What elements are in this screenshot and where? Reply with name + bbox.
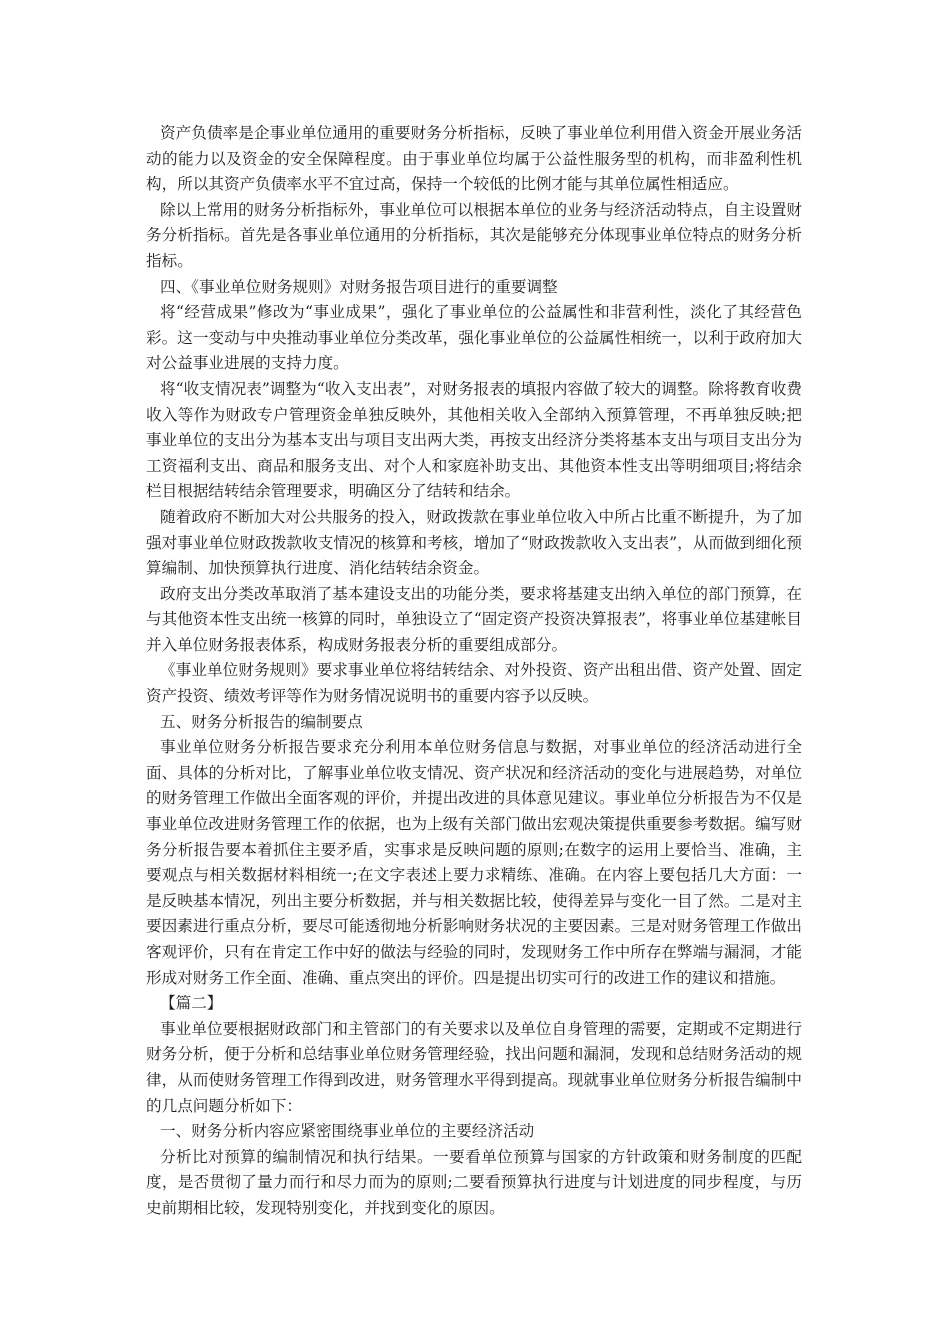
paragraph-business-results: 将“经营成果”修改为“事业成果”，强化了事业单位的公益属性和非营利性，淡化了其经营色彩。这一变动与中央推动事业单位分类改革，强化事业单位的公益属性相统一，以利于政府加大对公益事业进展的支持力度。 (146, 303, 802, 373)
document-page (146, 121, 802, 1222)
paragraph-capital-investment: 政府支出分类改革取消了基本建设支出的功能分类，要求将基建支出纳入单位的部门预算，在与其他资本性支出统一核算的同时，单独设立了“固定资产投资决算报表”，将事业单位基建帐目并入单位财务报表体系，构成财务报表分析的重要组成部分。 (146, 584, 802, 654)
paragraph-report-key-points: 事业单位财务分析报告要求充分利用本单位财务信息与数据，对事业单位的经济活动进行全面、具体的分析对比，了解事业单位收支情况、资产状况和经济活动的变化与进展趋势，对单位的财务管理工作做出全面客观的评价，并提出改进的具体意见建议。事业单位分析报告为不仅是事业单位改进财务管理工作的依据，也为上级有关部门做出宏观决策提供重要参考数据。编写财务分析报告要本着抓住主要矛盾，实事求是反映问题的原则;在数字的运用上要恰当、准确，主要观点与相关数据材料相统一;在文字表述上要力求精练、准确。在内容上要包括几大方面：一是反映基本情况，列出主要分析数据，并与相关数据比较，使得差异与变化一目了然。二是对主要因素进行重点分析，要尽可能透彻地分析影响财务状况的主要因素。三是对财务管理工作做出客观评价，只有在肯定工作中好的做法与经验的同时，发现财务工作中所存在弊端与漏洞，才能形成对财务工作全面、准确、重点突出的评价。四是提出切实可行的改进工作的建议和措施。 (146, 738, 802, 987)
paragraph-part-two-intro: 事业单位要根据财政部门和主管部门的有关要求以及单位自身管理的需要，定期或不定期进行财务分析，便于分析和总结事业单位财务管理经验，找出问题和漏洞，发现和总结财务活动的规律，从而使财务管理工作得到改进，财务管理水平得到提高。现就事业单位财务分析报告编制中的几点问题分析如下： (146, 1019, 802, 1115)
section-heading-1: 一、财务分析内容应紧密围绕事业单位的主要经济活动 (160, 1122, 535, 1141)
paragraph-debt-ratio: 资产负债率是企事业单位通用的重要财务分析指标，反映了事业单位利用借入资金开展业务活动的能力以及资金的安全保障程度。由于事业单位均属于公益性服务型的机构，而非盈利性机构，所以其资产负债率水平不宜过高，保持一个较低的比例才能与其单位属性相适应。 (146, 124, 802, 194)
paragraph-income-expenditure-table: 将“收支情况表”调整为“收入支出表”，对财务报表的填报内容做了较大的调整。除将教育收费收入等作为财政专户管理资金单独反映外，其他相关收入全部纳入预算管理，不再单独反映;把事业单位的支出分为基本支出与项目支出两大类，再按支出经济分类将基本支出与项目支出分为工资福利支出、商品和服务支出、对个人和家庭补助支出、其他资本性支出等明细项目;将结余栏目根据结转结余管理要求，明确区分了结转和结余。 (146, 379, 802, 501)
section-heading-4: 四、《事业单位财务规则》对财务报告项目进行的重要调整 (160, 277, 558, 296)
section-heading-5: 五、财务分析报告的编制要点 (160, 712, 363, 731)
paragraph-fiscal-appropriation: 随着政府不断加大对公共服务的投入，财政拨款在事业单位收入中所占比重不断提升，为了加强对事业单位财政拨款收支情况的核算和考核，增加了“财政拨款收入支出表”，从而做到细化预算编制、加快预算执行进度、消化结转结余资金。 (146, 507, 802, 578)
part-two-heading: 【篇二】 (160, 994, 223, 1013)
paragraph-budget-analysis: 分析比对预算的编制情况和执行结果。一要看单位预算与国家的方针政策和财务制度的匹配度，是否贯彻了量力而行和尽力而为的原则;二要看预算执行进度与计划进度的同步程度，与历史前期相比较，发现特别变化，并找到变化的原因。 (146, 1147, 802, 1217)
paragraph-custom-indicators: 除以上常用的财务分析指标外，事业单位可以根据本单位的业务与经济活动特点，自主设置财务分析指标。首先是各事业单位通用的分析指标，其次是能够充分体现事业单位特点的财务分析指标。 (146, 200, 802, 270)
paragraph-financial-statement-notes: 《事业单位财务规则》要求事业单位将结转结余、对外投资、资产出租出借、资产处置、固定资产投资、绩效考评等作为财务情况说明书的重要内容予以反映。 (146, 661, 802, 706)
